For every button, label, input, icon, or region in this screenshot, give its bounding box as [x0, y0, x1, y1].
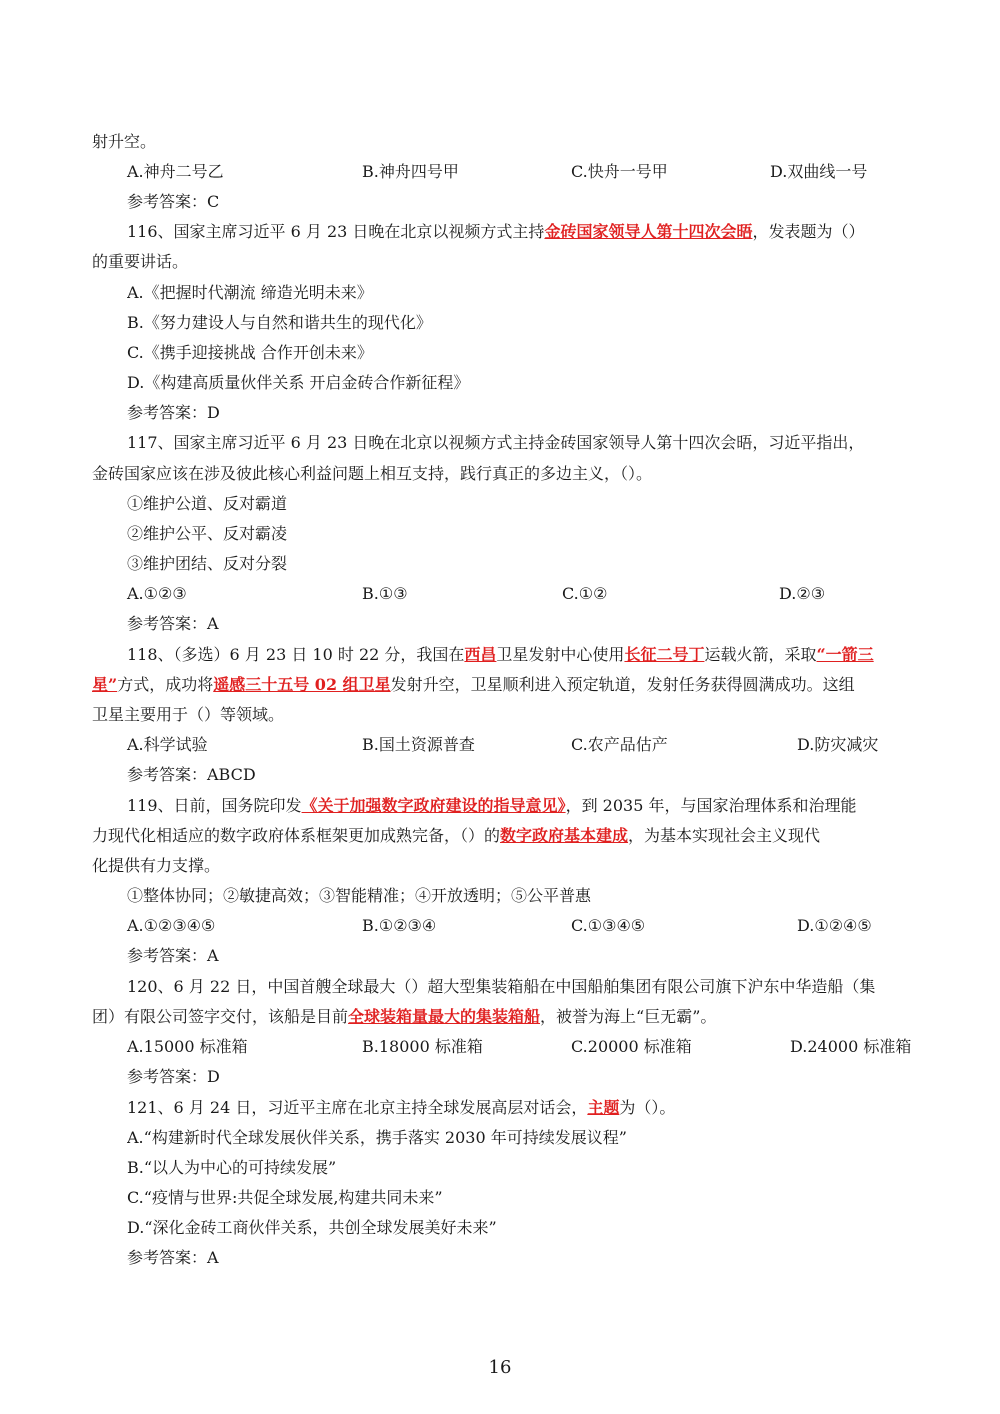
q119-stem-line2: [92, 825, 912, 847]
q117-item-3: ③维护团结、反对分裂: [127, 554, 288, 573]
q118-answer: 参考答案：ABCD: [127, 765, 256, 784]
q119-highlight-document: 《关于加强数字政府建设的指导意见》: [301, 796, 566, 815]
q118-text-a: 118、（多选）6 月 23 日 10 时 22 分，我国在: [127, 645, 465, 664]
q118-text-d: 方式，成功将: [117, 675, 214, 694]
q120-stem-line1: 120、6 月 22 日，中国首艘全球最大（）超大型集装箱船在中国船舶集团有限公司旗下沪东中华造船（集: [127, 977, 876, 996]
intro-line: 射升空。: [92, 132, 157, 151]
q115-option-d: D.双曲线一号: [770, 162, 868, 181]
q116-stem-line1: [127, 221, 912, 243]
q115-option-a: A.神舟二号乙: [127, 162, 224, 181]
q119-text-a: 119、日前，国务院印发: [127, 796, 302, 815]
q115-answer: 参考答案：C: [127, 192, 220, 211]
q121-option-d: D.“深化金砖工商伙伴关系，共创全球发展美好未来”: [127, 1218, 497, 1237]
q116-answer: 参考答案：D: [127, 403, 220, 422]
q116-option-c: C.《携手迎接挑战 合作开创未来》: [127, 343, 373, 362]
q119-text-d: ，为基本实现社会主义现代: [628, 826, 821, 845]
q120-option-d: D.24000 标准箱: [790, 1037, 912, 1056]
q120-answer: 参考答案：D: [127, 1067, 220, 1086]
q118-stem-line1: [127, 644, 912, 666]
page-number: 16: [488, 1357, 512, 1378]
q115-option-b: B.神舟四号甲: [362, 162, 459, 181]
q120-option-a: A.15000 标准箱: [127, 1037, 248, 1056]
q117-item-2: ②维护公平、反对霸凌: [127, 524, 288, 543]
q117-stem-line2: 金砖国家应该在涉及彼此核心利益问题上相互支持，践行真正的多边主义，（）。: [92, 464, 653, 483]
q116-option-a: A.《把握时代潮流 缔造光明未来》: [127, 283, 373, 302]
q118-option-d: D.防灾减灾: [797, 735, 879, 754]
q118-option-a: A.科学试验: [127, 735, 208, 754]
q119-option-a: A.①②③④⑤: [127, 916, 216, 935]
q116-text-b: ，发表题为（）: [752, 222, 865, 241]
q117-option-d: D.②③: [779, 584, 826, 603]
q115-option-c: C.快舟一号甲: [571, 162, 668, 181]
q118-stem-line3: 卫星主要用于（）等领域。: [92, 705, 285, 724]
q119-items: ①整体协同；②敏捷高效；③智能精准；④开放透明；⑤公平普惠: [127, 886, 592, 905]
q117-stem-line1: 117、国家主席习近平 6 月 23 日晚在北京以视频方式主持金砖国家领导人第十四次会晤，习近平指出，: [127, 433, 865, 452]
q118-highlight-satellite: 遥感三十五号 02 组卫星: [213, 675, 391, 694]
q117-item-1: ①维护公道、反对霸道: [127, 494, 288, 513]
q118-text-c: 运载火箭，采取: [704, 645, 817, 664]
q119-stem-line1: [127, 795, 912, 817]
q116-option-d: D.《构建高质量伙伴关系 开启金砖合作新征程》: [127, 373, 470, 392]
q119-stem-line3: 化提供有力支撑。: [92, 856, 221, 875]
q118-highlight-site: 西昌: [464, 645, 497, 664]
q119-text-b: ，到 2035 年，与国家治理体系和治理能: [565, 796, 857, 815]
q118-highlight-mode-a: “一箭三: [816, 645, 874, 664]
q118-text-b: 卫星发射中心使用: [496, 645, 625, 664]
q119-answer: 参考答案：A: [127, 946, 219, 965]
q121-option-b: B.“以人为中心的可持续发展”: [127, 1158, 337, 1177]
q117-option-b: B.①③: [362, 584, 408, 603]
q121-text-a: 121、6 月 24 日，习近平主席在北京主持全球发展高层对话会，: [127, 1098, 588, 1117]
q120-option-c: C.20000 标准箱: [571, 1037, 692, 1056]
q116-highlight: 金砖国家领导人第十四次会晤: [544, 222, 753, 241]
q116-stem-line2: 的重要讲话。: [92, 252, 189, 271]
q117-option-c: C.①②: [562, 584, 608, 603]
q119-option-b: B.①②③④: [362, 916, 437, 935]
q116-option-b: B.《努力建设人与自然和谐共生的现代化》: [127, 313, 432, 332]
q116-text-a: 116、国家主席习近平 6 月 23 日晚在北京以视频方式主持: [127, 222, 545, 241]
q119-option-c: C.①③④⑤: [571, 916, 646, 935]
q117-option-a: A.①②③: [127, 584, 187, 603]
q118-option-c: C.农产品估产: [571, 735, 668, 754]
q121-stem-line1: [127, 1097, 912, 1119]
q119-option-d: D.①②④⑤: [797, 916, 872, 935]
q120-text-a: 团）有限公司签字交付，该船是目前: [92, 1007, 349, 1026]
q121-answer: 参考答案：A: [127, 1248, 219, 1267]
q120-text-b: ，被誉为海上“巨无霸”。: [540, 1007, 717, 1026]
q118-stem-line2: [92, 674, 912, 696]
q120-stem-line2: [92, 1006, 912, 1028]
q120-highlight: 全球装箱量最大的集装箱船: [348, 1007, 541, 1026]
q121-option-a: A.“构建新时代全球发展伙伴关系，携手落实 2030 年可持续发展议程”: [127, 1128, 627, 1147]
q119-highlight-goal: 数字政府基本建成: [500, 826, 629, 845]
q118-text-e: 发射升空，卫星顺利进入预定轨道，发射任务获得圆满成功。这组: [390, 675, 855, 694]
q117-answer: 参考答案：A: [127, 614, 219, 633]
q121-text-b: 为（）。: [619, 1098, 676, 1117]
q121-highlight: 主题: [587, 1098, 620, 1117]
q120-option-b: B.18000 标准箱: [362, 1037, 483, 1056]
q118-highlight-rocket: 长征二号丁: [624, 645, 705, 664]
q121-option-c: C.“疫情与世界:共促全球发展,构建共同未来”: [127, 1188, 443, 1207]
q119-text-c: 力现代化相适应的数字政府体系框架更加成熟完备，（）的: [92, 826, 501, 845]
q118-option-b: B.国土资源普查: [362, 735, 475, 754]
q118-highlight-mode-b: 星”: [92, 675, 118, 694]
